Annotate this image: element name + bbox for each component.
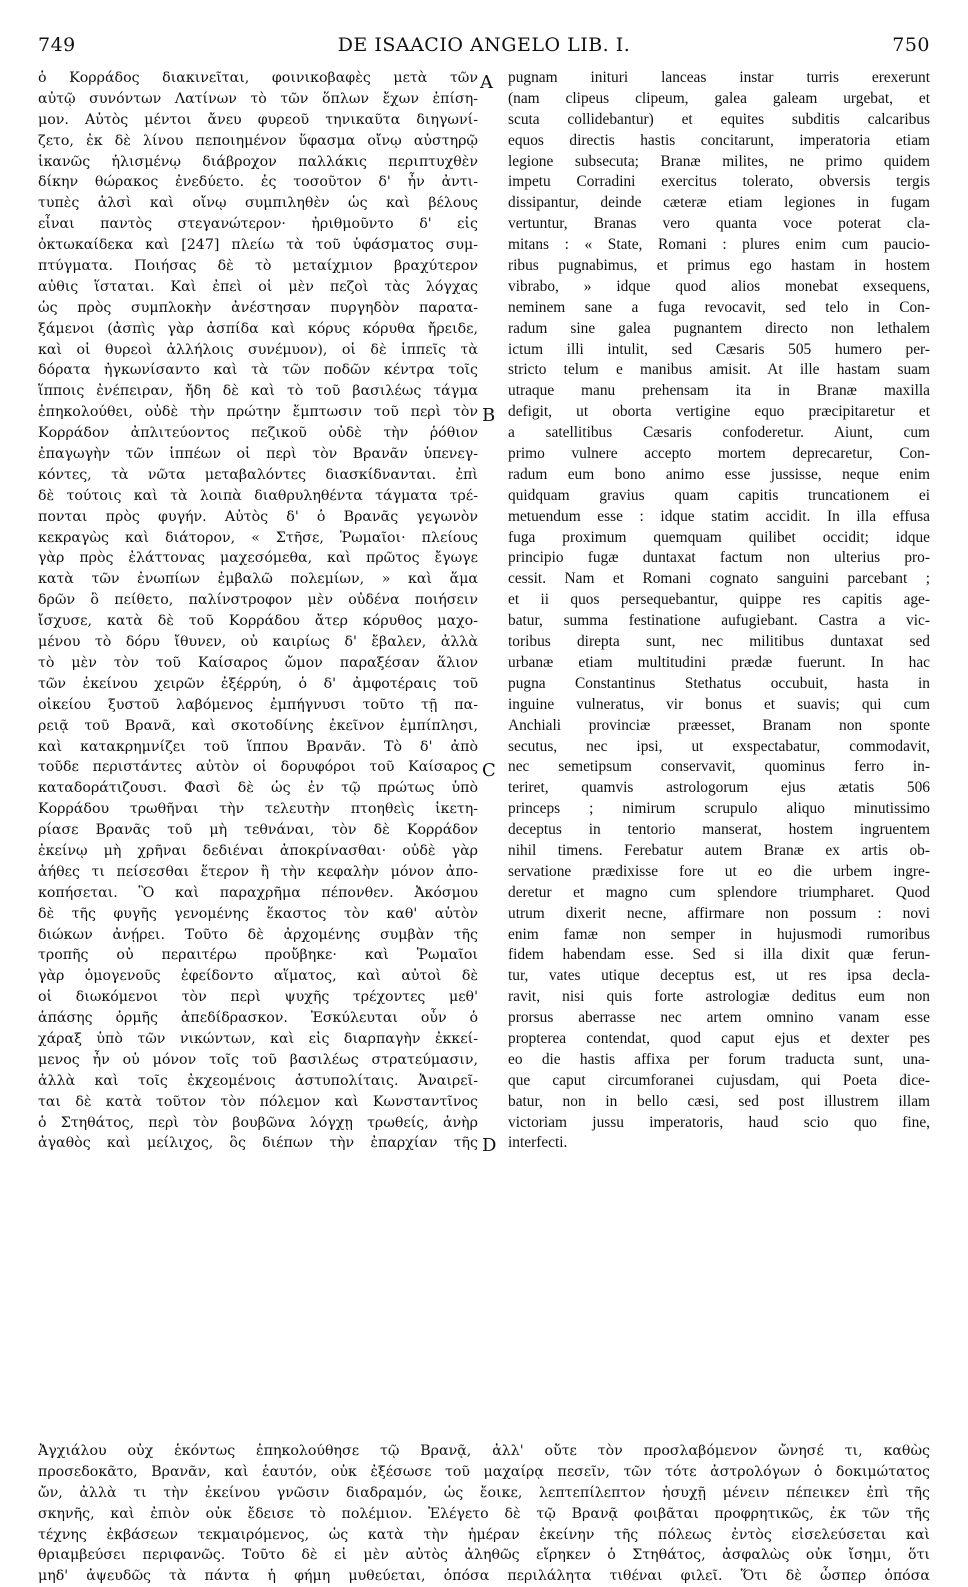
text-line: legione subsecuta; Branæ milites, ne primo quidem: [508, 152, 930, 170]
text-line: ζετο, ἐκ δὲ λίνου πεποιημένον ὕφασμα οἴνῳ αὐστηρῷ: [38, 132, 478, 149]
text-line: ὡς πρὸς συμπλοκὴν ἀνέστησαν πυργηδὸν παρατα-: [38, 299, 478, 316]
text-line: τροπῆς οὐ περαιτέρω προὔβηκε· καὶ Ῥωμαῖοι: [38, 947, 478, 964]
text-line: ἀγαθὸς καὶ μείλιχος, ὃς διέπων τὴν ἐπαρχίαν τῆς: [38, 1135, 478, 1152]
text-line: ἐπηκολούθει, οὐδὲ τὴν πρώτην ἔμπτωσιν τοῦ περὶ τὸν: [38, 404, 478, 421]
text-line: εἶναι παντὸς στεγανώτερον· ἠριθμοῦντο δ' εἰς: [38, 216, 478, 233]
text-line: μένου τὸ δόρυ ἴθυνεν, οὐ καιρίως δ' ἔβαλεν, ἀλλὰ: [38, 634, 478, 651]
text-line: primo vulnere accepto mortem deprecaretur, Con-: [508, 445, 930, 463]
text-line: μενος ἦν οὐ μόνον τοῖς τοῦ βασιλέως στρατεύμασιν,: [38, 1051, 478, 1068]
text-line: ται δὲ κατὰ τοῦτον τὸν πόλεμον καὶ Κωνσταντῖνος: [38, 1093, 478, 1110]
text-line: δίκην θώρακος ἐνεδύετο. ἐς τοσοῦτον δ' ἦν ἀντι-: [38, 174, 478, 191]
text-line: ἱκανῶς ἡλισμένῳ διάβροχον παλλάκις περιπτυχθὲν: [38, 153, 478, 170]
text-line: equos directis hastis concitarunt, imperatoria etiam: [508, 131, 930, 149]
text-line: teriret, quamvis astrologorum ejus ætatis 506: [508, 779, 930, 797]
text-line: et ii quos persequebantur, quippe res capitis age-: [508, 591, 930, 609]
text-line: ἀήθες τι πείσεσθαι ἕτερον ἢ τὴν κεφαλὴν μόνον ἀπο-: [38, 863, 478, 880]
text-line: τὸ μὲν τὸν τοῦ Καίσαρος ὤμον παραξέσαν ἅλιον: [38, 654, 478, 671]
text-line: (nam clipeus clipeum, galea galeam urgebat, et: [508, 89, 930, 107]
text-line: batur, summa festinatione aufugiebant. Castra a vic-: [508, 612, 930, 630]
text-line: stricto telum e manibus amisit. At ille hastam suam: [508, 361, 930, 379]
text-line: καταδοράτιζουσι. Φασὶ δὲ ὡς ἐν τῷ πρώτως ὑπὸ: [38, 780, 478, 797]
text-line: nihil timens. Ferebatur autem Branæ ex artis ob-: [508, 841, 930, 859]
text-line: neminem sane a fuga revocavit, sed telo in Con-: [508, 298, 930, 316]
page-number-left: 749: [38, 34, 76, 56]
text-line: κεκραγὼς καὶ διάτορον, « Στῆσε, Ῥωμαῖοι· πλείους: [38, 529, 478, 546]
text-line: ρίασε Βρανᾶς τοῦ μὴ τεθνάναι, τὸν δὲ Κορράδον: [38, 822, 478, 839]
text-line: ἐκείνῳ μὴ χρῆναι δεδιέναι ἀποκρίνασθαι· οὐδὲ γὰρ: [38, 842, 478, 859]
margin-marker-d: D: [482, 1135, 497, 1156]
text-line: prorsus aberrasse nec artem omnino vanam esse: [508, 1009, 930, 1027]
text-line: ὁ Κορράδος διακινεῖται, φοινικοβαφὲς μετὰ τῶν: [38, 70, 478, 86]
text-line: οἱ διωκόμενοι τὸν περὶ ψυχῆς τρέχοντες μεθ': [38, 989, 478, 1006]
text-line: secutus, nec ipsi, ut exspectabatur, commodavit,: [508, 737, 930, 755]
text-line: δὲ τῆς φυγῆς γενομένης ἕκαστος τὸν καθ' αὑτὸν: [38, 905, 478, 922]
text-line: metuendum esse : idque statim accidit. In illa effusa: [508, 507, 930, 525]
text-line: enim famæ non semper in hujusmodi rumoribus: [508, 925, 930, 943]
text-line: ἐπαγωγὴν τῶν ἱππέων οἱ περὶ τὸν Βρανᾶν ὑπενεγ-: [38, 446, 478, 463]
text-line: eo die hastis affixa per forum traducta sunt, una-: [508, 1050, 930, 1068]
text-line: radum sine galea pugnantem directo non lethalem: [508, 319, 930, 337]
text-line: princeps ; nimirum scrupulo aliquo minutissimo: [508, 800, 930, 818]
text-line: pugnam inituri lanceas instar turris erexerunt: [508, 69, 930, 86]
text-line: tur, vates utique deceptus est, ut res ipsa decla-: [508, 967, 930, 985]
margin-marker-a: A: [480, 72, 493, 93]
text-line: urbanæ etiam multitudini prædæ fuerunt. In hac: [508, 653, 930, 671]
text-line: ἴσχυσε, κατὰ δὲ τοῦ Κορράδου ἄτερ κόρυθος μαχο-: [38, 613, 478, 630]
text-line: τῶν ἐκείνου χειρῶν ἐξέρρύη, ὁ δ' ἀμφοτέραις τοῦ: [38, 675, 478, 692]
text-line: πονται πρὸς φυγήν. Αὐτὸς δ' ὁ Βρανᾶς γεγωνὸν: [38, 508, 478, 525]
text-line: πτύγματα. Ποιήσας δὲ τὸ μεταίχμιον βραχύτερον: [38, 258, 478, 275]
text-line: σκηνῆς, καὶ ἐπιὸν οὐκ ἔδεισε τὸ πολέμιον. Ἐλέγετο δὲ τῷ Βρανᾷ φοιβᾶται προφρητικῶς, ἐκ τῶν τῆς: [38, 1505, 930, 1522]
text-line: victoriam jussu imperatoris, haud scio quo fine,: [508, 1113, 930, 1131]
text-line: ἁπάσης ὁρμῆς ἀπεδίδρασκον. Ἐσκύλευται οὖν ὁ: [38, 1010, 478, 1027]
text-line: nec semetipsum conservavit, quominus ferro in-: [508, 758, 930, 776]
text-line: Κορράδου τρωθῆναι τὴν τελευτὴν πτοηθεὶς ἱκετη-: [38, 801, 478, 818]
text-line: ὤν, ἀλλὰ τι τὴν ἐκείνου γνῶσιν διαδραμόν, ὡς ἔοικε, λεπτεπίλεπτον ἡσυχῇ μένειν πέπεικεν ἐπὶ τῆς: [38, 1484, 930, 1501]
text-line: ravit, nisi quis forte astrologiæ deditus eum non: [508, 988, 930, 1006]
text-line: interfecti.: [508, 1134, 568, 1152]
text-line: κατὰ τῶν ἐνωπίων ἐμβαλῶ πολεμίων, » καὶ ἅμα: [38, 571, 478, 588]
page-header: [38, 34, 930, 60]
text-line: μηδ' ἀψευδῶς τὰ πάντα ἡ φήμη μυθεύεται, ὁπόσα περιλάλητα τιθέναι φιλεῖ. Ὅτι δὲ ὧσπερ ὁπόσα: [38, 1568, 930, 1585]
margin-marker-b: B: [482, 405, 496, 426]
text-line: γὰρ πρὸς ἐλάττονας μαχεσόμεθα, καὶ πρῶτος ἔγωγε: [38, 550, 478, 567]
text-line: radum eum bono animo esse jussisse, neque enim: [508, 465, 930, 483]
text-line: dissipantur, deinde cæteræ etiam legiones in fugam: [508, 194, 930, 212]
text-line: quidquam gravius quam capitis truncationem ei: [508, 486, 930, 504]
text-line: ξάμενοι (ἀσπὶς γὰρ ἀσπίδα καὶ κόρυς κόρυθα ἤρειδε,: [38, 320, 478, 337]
text-line: θριαμβεύσει περιφανῶς. Τοῦτο δὲ εἰ μὲν αὐτὸς ἀληθῶς εἴρηκεν ὁ Στηθάτος, ἀσφαλὼς οὐκ ἴσημι, ὅτι: [38, 1547, 930, 1564]
text-line: servatione prædixisse fore ut eo die urbem ingre-: [508, 862, 930, 880]
text-line: τυπὲς ἁλσὶ καὶ οἴνῳ συμπιληθὲν ὡς καὶ βέλους: [38, 195, 478, 212]
text-line: vibrabo, » idque quod alios monebat exsequens,: [508, 277, 930, 295]
text-line: κοπήσεται. Ὃ καὶ παραχρῆμα πέπονθεν. Ἀκόσμου: [38, 884, 478, 901]
text-line: καὶ οἱ θυρεοὶ ἀλλήλοις συνέμυον), οἱ δὲ ἱππεῖς τὰ: [38, 341, 478, 358]
text-line: defigit, ut oborta vertigine equo præcipitaretur et: [508, 403, 930, 421]
text-line: ἵπποις ἐνέπειραν, ἤδη δὲ καὶ τὸ τοῦ βασιλέως τάγμα: [38, 383, 478, 400]
text-line: ὀκτωκαίδεκα καὶ [247] πλείω τὰ τοῦ ὑφάσματος συμ-: [38, 237, 478, 254]
text-line: utrum dixerit necne, affirmare non possum : novi: [508, 904, 930, 922]
text-line: inguine vulneratus, vir bonus et suavis; qui cum: [508, 695, 930, 713]
text-line: scuta collidebantur) et equites subditis calcaribus: [508, 110, 930, 128]
text-line: deceptus in tentorio manserat, hostem ingruentem: [508, 821, 930, 839]
text-line: αὐθις ἵσταται. Καὶ ἐπεὶ οἱ μὲν πεζοὶ τὰς λόγχας: [38, 278, 478, 295]
text-line: utraque manu prehensam ita in Branæ maxilla: [508, 382, 930, 400]
text-line: κόντες, τὰ νῶτα μεταβαλόντες διασκίδνανται. ἐπὶ: [38, 466, 478, 483]
text-line: cessit. Nam et Romani cognato sanguini parcebant ;: [508, 570, 930, 588]
text-line: τοῦδε περιστάντες αὐτὸν οἱ δορυφόροι τοῦ Καίσαρος: [38, 759, 478, 776]
text-line: μον. Αὐτὸς μέντοι ἄνευ φυρεοῦ τηνικαῦτα διηγωνί-: [38, 111, 478, 128]
latin-text-column: [508, 68, 930, 1154]
text-line: Ἀγχιάλου οὐχ ἑκόντως ἐπηκολούθησε τῷ Βρανᾷ, ἀλλ' οὔτε τὸν προσλαβόμενον ὤνησέ τι, καθὼς: [38, 1443, 930, 1459]
text-line: οἰκείου ξυστοῦ λαβόμενος ἐμπήγνυσι τοῦτο τῇ πα-: [38, 696, 478, 713]
margin-marker-c: C: [482, 760, 496, 781]
text-line: γὰρ ὁμογενοῦς ἐφείδοντο αἵματος, καὶ αὐτοὶ δὲ: [38, 968, 478, 985]
greek-text-column: [38, 68, 478, 1154]
text-line: toribus direpta sunt, nec militibus duntaxat sed: [508, 633, 930, 651]
page-number-right: 750: [892, 34, 930, 56]
text-line: principio fugæ duntaxat factum non ulterius pro-: [508, 549, 930, 567]
text-line: batur, non in bello cæsi, sed post illustrem illam: [508, 1092, 930, 1110]
text-line: ictum illi intulit, sed Cæsaris 505 humero per-: [508, 340, 930, 358]
text-line: a satellitibus Cæsaris confoderetur. Aiunt, cum: [508, 424, 930, 442]
running-title: DE ISAACIO ANGELO LIB. I.: [337, 34, 631, 56]
text-line: vertuntur, Branas vero quanta voce poterat cla-: [508, 215, 930, 233]
text-line: mitans : « State, Romani : plures enim cum paucio-: [508, 236, 930, 254]
text-line: ἀλλὰ καὶ τοῖς ἐκχεομένοις ἀστυπολίταις. Ἀναιρεῖ-: [38, 1072, 478, 1089]
text-line: χάραξ ὑπὸ τῶν νικώντων, καὶ εἰς διαρπαγὴν ἐκκεί-: [38, 1030, 478, 1047]
text-line: δρῶν ὃ πείθετο, παλίνστροφον μὲν οὐδένα ποιήσειν: [38, 592, 478, 609]
text-line: δὲ τούτοις καὶ τὰ λοιπὰ διαθρυληθέντα τάγματα τρέ-: [38, 487, 478, 504]
text-line: fuga proximum quemquam quilibet occidit; idque: [508, 528, 930, 546]
text-line: δόρατα ἠγκωνίσαντο καὶ τὰ τῶν ποδῶν κέντρα τοῖς: [38, 362, 478, 379]
text-line: αὐτῷ συνόντων Λατίνων τὸ τῶν ὅπλων ἔχων ἐπίση-: [38, 90, 478, 107]
text-line: deretur et magno cum splendore triumpharet. Quod: [508, 883, 930, 901]
text-line: καὶ κατακρημνίζει τοῦ ἵππου Βρανᾶν. Τὸ δ' ἀπὸ: [38, 738, 478, 755]
text-line: ὁ Στηθάτος, περὶ τὸν βουβῶνα λόγχῃ τρωθείς, ἀνὴρ: [38, 1114, 478, 1131]
text-line: Κορράδον ἀπλιτεύοντος πεζικοῦ οὐδὲ τὴν ῥόθιον: [38, 425, 478, 442]
text-line: ρειᾷ τοῦ Βρανᾶ, καὶ σκοτοδίνης ἐκεῖνον ἐμπίπλησι,: [38, 717, 478, 734]
text-line: ribus pugnabimus, et primus ego hastam in hostem: [508, 257, 930, 275]
text-line: fidem habendam esse. Sed si illa dixit quæ ferun-: [508, 946, 930, 964]
text-line: impetu Corradini exercitus tolerato, obversis tergis: [508, 173, 930, 191]
text-line: τέχνης ἐκβάσεων τεκμαιρόμενος, ὡς κατὰ τὴν ἡμέραν ἐκείνην τῆς πόλεως ἐντὸς εἰσελεύσεται καὶ: [38, 1526, 930, 1543]
text-line: Anchiali provinciæ præesset, Branam non sponte: [508, 716, 930, 734]
text-line: que caput circumforanei cujusdam, qui Poeta dice-: [508, 1071, 930, 1089]
text-line: pugna Constantinus Stethatus occubuit, hasta in: [508, 674, 930, 692]
greek-text-bottom-full-width: [38, 1441, 930, 1587]
text-line: προσεδοκᾶτο, Βρανᾶν, καὶ ἑαυτόν, οὐκ ἐξέσωσε τοῦ μαχαίρᾳ πεσεῖν, τῶν τότε ἀστρολόγων ὁ δοκιμώτατος: [38, 1463, 930, 1480]
text-line: propterea contendat, quod caput ejus et dexter pes: [508, 1029, 930, 1047]
text-line: διώκων ἀνῄρει. Τοῦτο δὲ ἀρχομένης συμβὰν τῆς: [38, 926, 478, 943]
